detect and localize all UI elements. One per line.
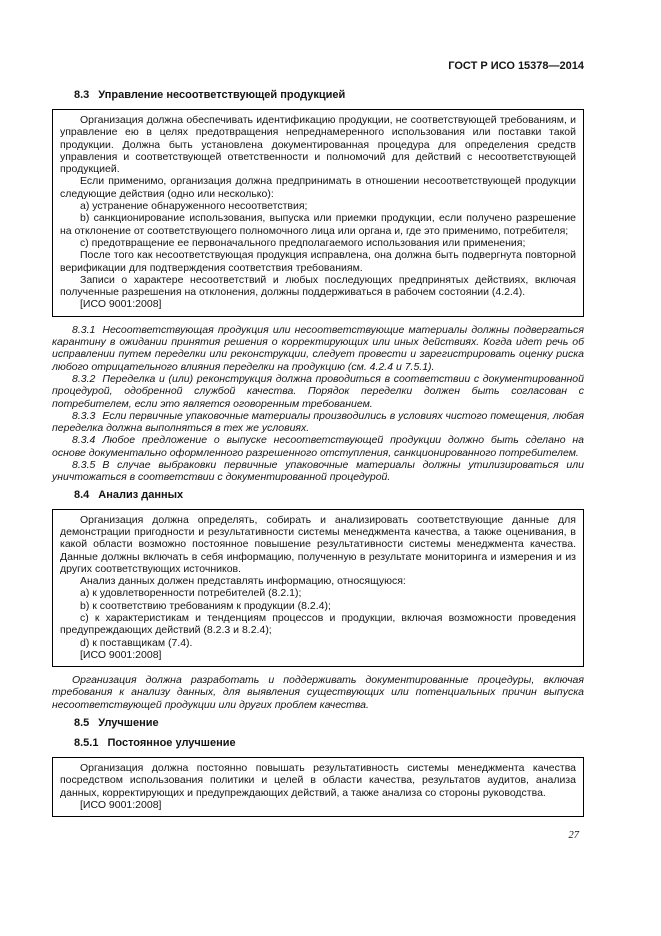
quote-box-data-analysis: [52, 509, 584, 668]
section-number: 8.3: [74, 89, 90, 101]
clause-8-3-1: [52, 324, 584, 373]
clause-text: Любое предложение о выпуске несоответствующей продукции должно быть сделано на основе документально оформленного разрешенного отступления, санкционированного потребителем.: [52, 434, 584, 459]
clause-text: Несоответствующая продукция или несоответствующие материалы должны подвергаться карантину в ожидании принятия решения о корректирующих или иных действиях. Когда идет речь об исправлении путем переделки или реконструкции, следует провести и зарегистрировать оценку риска любого отрицательного влияния переделки на продукцию (см. 4.2.4 и 7.5.1).: [52, 323, 584, 373]
section-number: 8.5.1: [74, 737, 99, 750]
section-title: Управление несоответствующей продукцией: [98, 89, 346, 101]
paragraph: Записи о характере несоответствий и любых последующих предпринятых действиях, включая полученные разрешения на отклонения, должны поддерживаться в рабочем состоянии (4.2.4).: [60, 273, 576, 299]
source-reference: [ИСО 9001:2008]: [80, 648, 162, 661]
section-title: Постоянное улучшение: [107, 737, 236, 750]
section-number: 8.4: [74, 488, 90, 501]
note-8-4: [52, 674, 584, 711]
list-item-d: d) к поставщикам (7.4).: [80, 636, 193, 649]
clauses-8-3: [52, 324, 584, 484]
clause-text: Переделка и (или) реконструкция должна проводиться в соответствии с документированной процедурой, одобренной службой качества. Порядок переделки должен быть согласован с потребителем, если это является оговоренным требованием.: [52, 372, 584, 410]
note-text: Организация должна разработать и поддерживать документированные процедуры, включая требования к анализу данных, для выявления существующих или потенциальных причин выпуска несоответствующей продукции или других проблем качества.: [52, 674, 584, 711]
clause-8-3-2: [52, 373, 584, 410]
section-heading-8-5-1: [52, 737, 584, 750]
list-item-c: c) к характеристикам и тенденциям процессов и продукции, включая возможности проведения предупреждающих действий (8.2.3 и 8.2.4);: [60, 611, 576, 637]
paragraph: Организация должна обеспечивать идентификацию продукции, не соответствующей требованиям, и управление ею в целях предотвращения непреднамеренного использования или поставки такой продукции. Должна быть установлена документированная процедура для определения средств управления и соответствующей ответственности и полномочий для действий с несоответствующей продукцией.: [60, 114, 576, 176]
section-title: Улучшение: [98, 717, 159, 730]
section-heading-8-3: [52, 89, 584, 102]
list-item-b: b) санкционирование использования, выпуска или приемки продукции, если получено разрешение на отклонение от соответствующего полномочного лица или органа и, где это применимо, потребителя;: [60, 212, 576, 237]
clause-text: Если первичные упаковочные материалы производились в условиях чистого помещения, любая переделка должна выполняться в тех же условиях.: [52, 409, 584, 435]
doc-code-header: ГОСТ Р ИСО 15378—2014: [448, 60, 584, 72]
clause-8-3-3: [52, 410, 584, 435]
list-item-a: a) к удовлетворенности потребителей (8.2.1);: [80, 587, 302, 600]
clause-number: 8.3.1: [72, 323, 96, 336]
section-heading-8-5: [52, 717, 584, 730]
clause-number: 8.3.3: [72, 409, 96, 422]
clause-number: 8.3.5: [72, 459, 96, 472]
list-item-b: b) к соответствию требованиям к продукции (8.2.4);: [80, 599, 331, 612]
paragraph: Организация должна определять, собирать и анализировать соответствующие данные для демонстрации пригодности и результативности системы менеджмента качества, а также оценивания, в какой области возможно постоянное повышение результативности системы менеджмента качества. Данные должны включать в себя информацию, полученную в результате мониторинга и измерения и из других соответствующих источников.: [60, 513, 576, 575]
section-heading-8-4: [52, 489, 584, 502]
page-number: 27: [568, 830, 579, 842]
quote-box-nonconforming-product: [52, 109, 584, 317]
section-title: Анализ данных: [98, 488, 184, 501]
paragraph: Если применимо, организация должна предпринимать в отношении несоответствующей продукции следующие действия (одно или несколько):: [60, 175, 576, 200]
list-item-a: a) устранение обнаруженного несоответствия;: [80, 200, 308, 213]
source-reference: [ИСО 9001:2008]: [80, 798, 162, 811]
clause-number: 8.3.2: [72, 372, 96, 385]
section-number: 8.5: [74, 717, 90, 730]
clause-number: 8.3.4: [72, 434, 96, 447]
paragraph: Анализ данных должен представлять информацию, относящуюся:: [80, 575, 406, 588]
clause-text: В случае выбраковки первичные упаковочные материалы должны утилизироваться или уничтожаться в соответствии с документированной процедурой.: [52, 459, 584, 484]
list-item-c: c) предотвращение ее первоначального предполагаемого использования или применения;: [80, 236, 526, 249]
source-reference: [ИСО 9001:2008]: [80, 298, 162, 311]
clause-8-3-5: [52, 459, 584, 484]
clause-8-3-4: [52, 434, 584, 459]
paragraph: Организация должна постоянно повышать результативность системы менеджмента качества посредством использования политики и целей в области качества, результатов аудитов, анализа данных, корректирующих и предупреждающих действий, а также анализа со стороны руководства.: [60, 762, 576, 799]
paragraph: После того как несоответствующая продукция исправлена, она должна быть подвергнута повторной верификации для подтверждения соответствия требованиям.: [60, 249, 576, 274]
quote-box-continual-improvement: [52, 757, 584, 817]
